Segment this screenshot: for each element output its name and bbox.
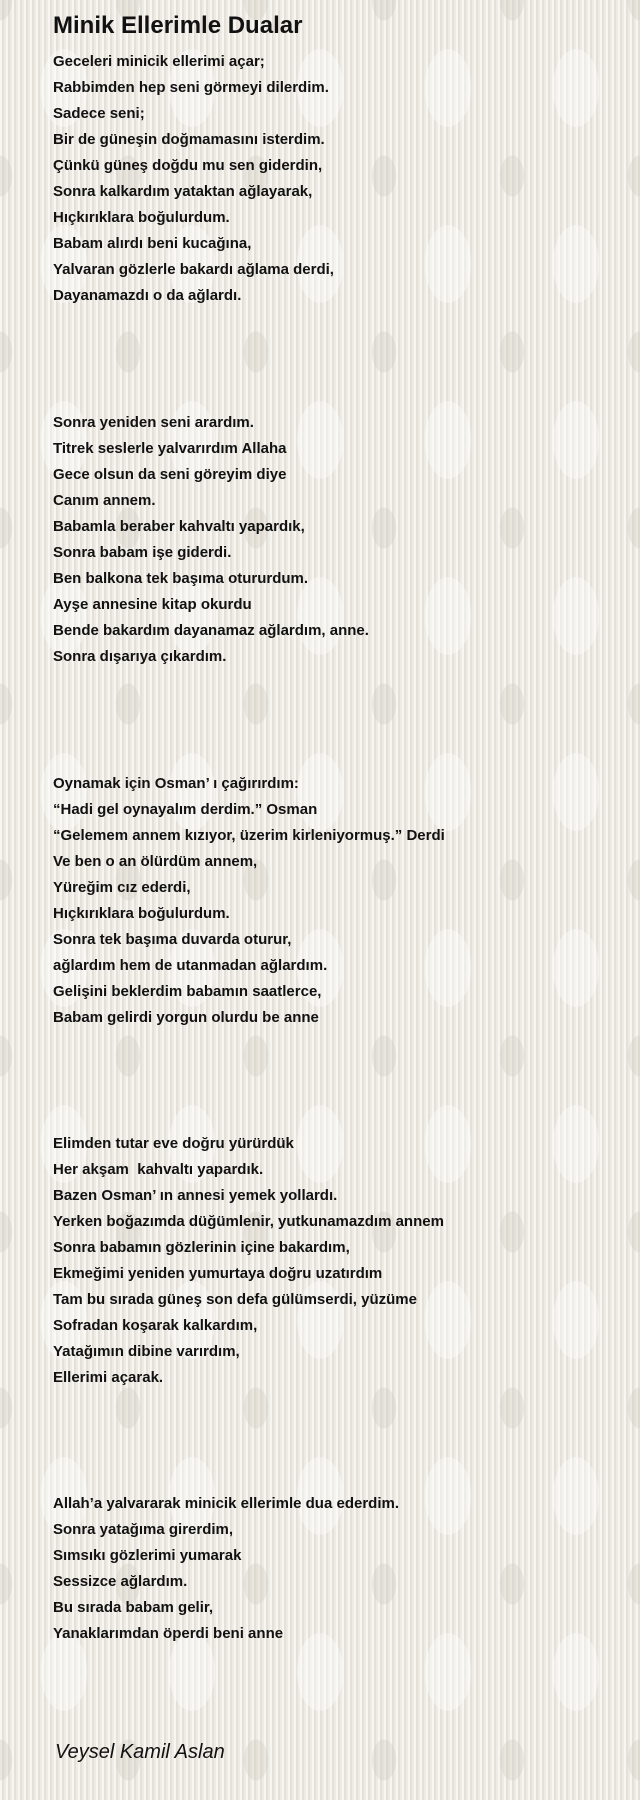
poem-line: Oynamak için Osman’ ı çağırırdım:	[53, 775, 299, 792]
stanza-2	[53, 410, 369, 670]
poem-line: Tam bu sırada güneş son defa gülümserdi, yüzüme	[53, 1291, 417, 1308]
poem-line: Sonra tek başıma duvarda oturur,	[53, 931, 292, 948]
poem-line: Canım annem.	[53, 492, 156, 509]
poem-line: Yatağımın dibine varırdım,	[53, 1343, 240, 1360]
poem-line: “Hadi gel oynayalım derdim.” Osman	[53, 801, 318, 818]
poem-line: Ekmeğimi yeniden yumurtaya doğru uzatırdım	[53, 1265, 383, 1282]
poem-line: Sonra babam işe giderdi.	[53, 544, 232, 561]
poem-line: Geceleri minicik ellerimi açar;	[53, 53, 265, 70]
poem-line: Çünkü güneş doğdu mu sen giderdin,	[53, 157, 323, 174]
poem-line: Yerken boğazımda düğümlenir, yutkunamazdım annem	[53, 1213, 444, 1230]
poem-line: Ve ben o an ölürdüm annem,	[53, 853, 258, 870]
poem-line: Sonra dışarıya çıkardım.	[53, 648, 227, 665]
poem-line: ağlardım hem de utanmadan ağlardım.	[53, 957, 328, 974]
poem-line: Yalvaran gözlerle bakardı ağlama derdi,	[53, 261, 334, 278]
poem-line: Ayşe annesine kitap okurdu	[53, 596, 252, 613]
poem-line: Sımsıkı gözlerimi yumarak	[53, 1547, 242, 1564]
poem-line: Sonra babamın gözlerinin içine bakardım,	[53, 1239, 350, 1256]
poem-line: Sessizce ağlardım.	[53, 1573, 188, 1590]
poem-line: Yüreğim cız ederdi,	[53, 879, 191, 896]
stanza-4	[53, 1131, 444, 1391]
stanza-1	[53, 49, 334, 309]
poem-author: Veysel Kamil Aslan	[55, 1741, 225, 1763]
poem-title: Minik Ellerimle Dualar	[53, 12, 303, 39]
poem-line: Bende bakardım dayanamaz ağlardım, anne.	[53, 622, 369, 639]
poem-line: “Gelemem annem kızıyor, üzerim kirleniyormuş.” Derdi	[53, 827, 445, 844]
poem-line: Sonra kalkardım yataktan ağlayarak,	[53, 183, 313, 200]
poem-line: Babam gelirdi yorgun olurdu be anne	[53, 1009, 319, 1026]
poem-line: Sonra yatağıma girerdim,	[53, 1521, 234, 1538]
poem-line: Bazen Osman’ ın annesi yemek yollardı.	[53, 1187, 338, 1204]
poem-line: Titrek seslerle yalvarırdım Allaha	[53, 440, 287, 457]
poem-line: Allah’a yalvararak minicik ellerimle dua ederdim.	[53, 1495, 400, 1512]
poem-line: Gece olsun da seni göreyim diye	[53, 466, 287, 483]
poem-line: Her akşam kahvaltı yapardık.	[53, 1161, 264, 1178]
poem-line: Babam alırdı beni kucağına,	[53, 235, 252, 252]
poem-line: Gelişini beklerdim babamın saatlerce,	[53, 983, 322, 1000]
poem-line: Hıçkırıklara boğulurdum.	[53, 905, 230, 922]
poem-line: Hıçkırıklara boğulurdum.	[53, 209, 230, 226]
stanza-3	[53, 771, 445, 1031]
poem-line: Sadece seni;	[53, 105, 145, 122]
poem-line: Ben balkona tek başıma otururdum.	[53, 570, 309, 587]
poem-line: Dayanamazdı o da ağlardı.	[53, 287, 242, 304]
poem-line: Elimden tutar eve doğru yürürdük	[53, 1135, 294, 1152]
poem-line: Bu sırada babam gelir,	[53, 1599, 214, 1616]
poem-line: Bir de güneşin doğmamasını isterdim.	[53, 131, 325, 148]
poem-line: Sofradan koşarak kalkardım,	[53, 1317, 258, 1334]
poem-line: Ellerimi açarak.	[53, 1369, 164, 1386]
poem-line: Babamla beraber kahvaltı yapardık,	[53, 518, 305, 535]
poem-line: Rabbimden hep seni görmeyi dilerdim.	[53, 79, 329, 96]
stanza-5	[53, 1491, 399, 1647]
poem-line: Sonra yeniden seni arardım.	[53, 414, 254, 431]
poem-line: Yanaklarımdan öperdi beni anne	[53, 1625, 284, 1642]
